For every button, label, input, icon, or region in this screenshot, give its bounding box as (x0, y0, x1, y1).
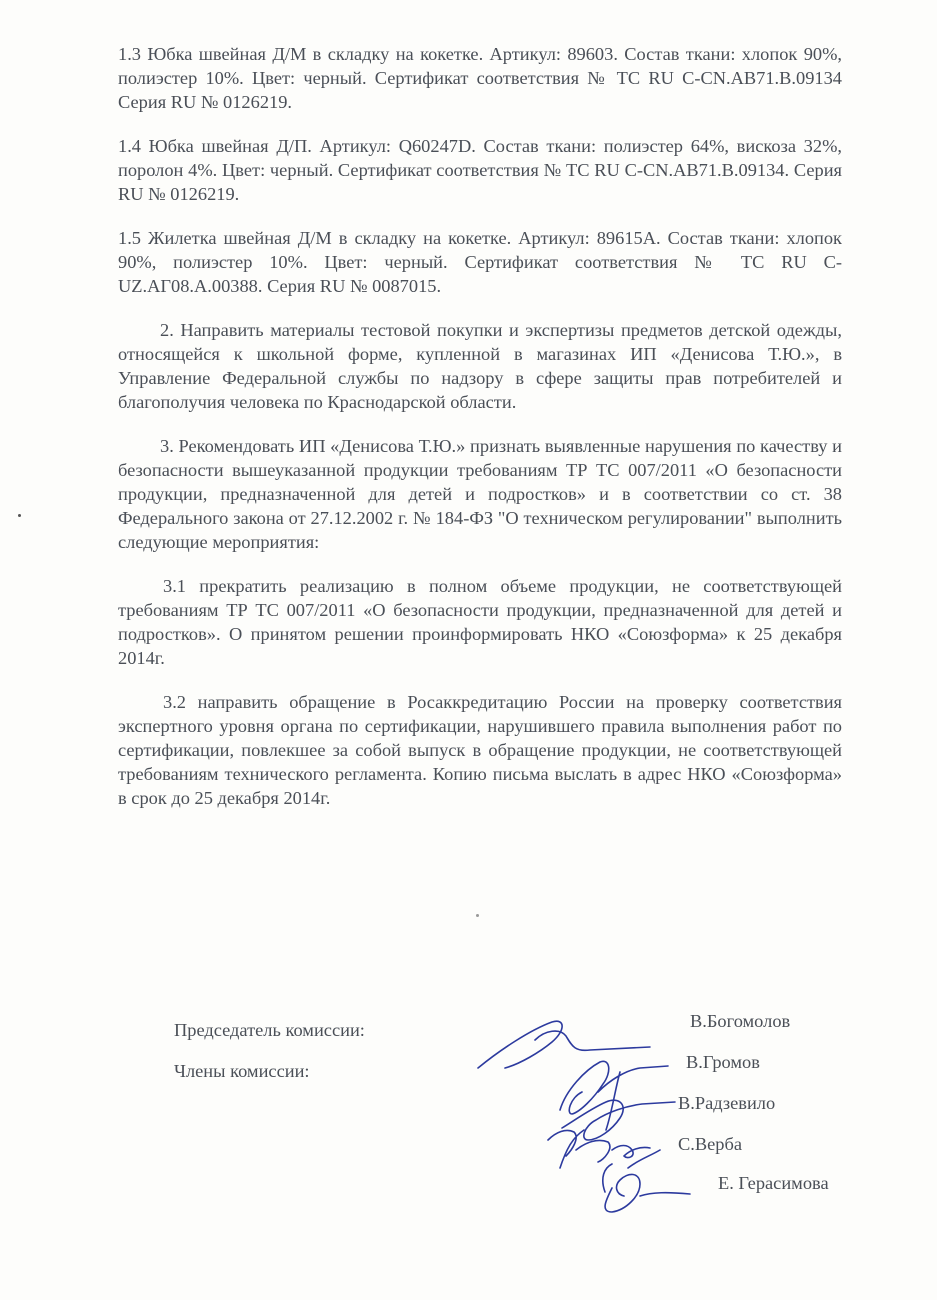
item-1-4: 1.4 Юбка швейная Д/П. Артикул: Q60247D. Состав ткани: полиэстер 64%, вискоза 32%, поролон 4%. Цвет: черный. Сертификат соответствия № ТС RU C-CN.AB71.B.09134. Серия RU № 0126219. (118, 136, 842, 204)
clause-2: 2. Направить материалы тестовой покупки и экспертизы предметов детской одежды, относящейся к школьной форме, купленной в магазинах ИП «Денисова Т.Ю.», в Управление Федеральной службы по надзору в сфере защиты прав потребителей и благополучия человека по Краснодарской области. (118, 320, 842, 412)
item-1-3: 1.3 Юбка швейная Д/М в складку на кокетке. Артикул: 89603. Состав ткани: хлопок 90%, полиэстер 10%. Цвет: черный. Сертификат соответствия № ТС RU C-CN.AB71.B.09134 Серия RU № 0126219. (118, 44, 842, 112)
document-body (118, 42, 842, 830)
signature-member-4 (603, 1150, 690, 1212)
clause-3-2: 3.2 направить обращение в Росаккредитацию России на проверку соответствия экспертного уровня органа по сертификации, нарушившего правила выполнения работ по сертификации, повлекшее за собой выпуск в обращение продукции, не соответствующей требованиям технического регламента. Копию письма выслать в адрес НКО «Союзформа» в срок до 25 декабря 2014г. (118, 692, 842, 808)
signatory-name-1: В.Богомолов (690, 1011, 791, 1031)
signatory-name-4: С.Верба (678, 1134, 743, 1154)
chairman-label: Председатель комиссии: (174, 1020, 365, 1040)
signature-member-2 (562, 1100, 675, 1140)
signatory-name-2: В.Громов (686, 1052, 760, 1072)
signature-chairman (478, 1021, 650, 1068)
clause-3: 3. Рекомендовать ИП «Денисова Т.Ю.» признать выявленные нарушения по качеству и безопасности вышеуказанной продукции требованиям ТР ТС 007/2011 «О безопасности продукции, предназначенной для детей и подростков» и в соответствии со ст. 38 Федерального закона от 27.12.2002 г. № 184-ФЗ "О техническом регулировании" выполнить следующие мероприятия: (118, 436, 842, 552)
item-1-5: 1.5 Жилетка швейная Д/М в складку на кокетке. Артикул: 89615А. Состав ткани: хлопок 90%, полиэстер 10%. Цвет: черный. Сертификат соответствия № ТС RU C-UZ.AГ08.A.00388. Серия RU № 0087015. (118, 228, 842, 296)
scan-speck (476, 914, 479, 917)
members-label: Члены комиссии: (174, 1061, 310, 1081)
signatory-name-5: Е. Герасимова (718, 1173, 829, 1193)
signatory-name-3: В.Радзевило (678, 1093, 776, 1113)
signature-member-3 (548, 1130, 650, 1168)
scan-speck (18, 514, 21, 517)
clause-3-1: 3.1 прекратить реализацию в полном объеме продукции, не соответствующей требованиям ТР ТС 007/2011 «О безопасности продукции, предназначенной для детей и подростков». О принятом решении проинформировать НКО «Союзформа» к 25 декабря 2014г. (118, 576, 842, 668)
signature-member-1 (560, 1061, 668, 1130)
